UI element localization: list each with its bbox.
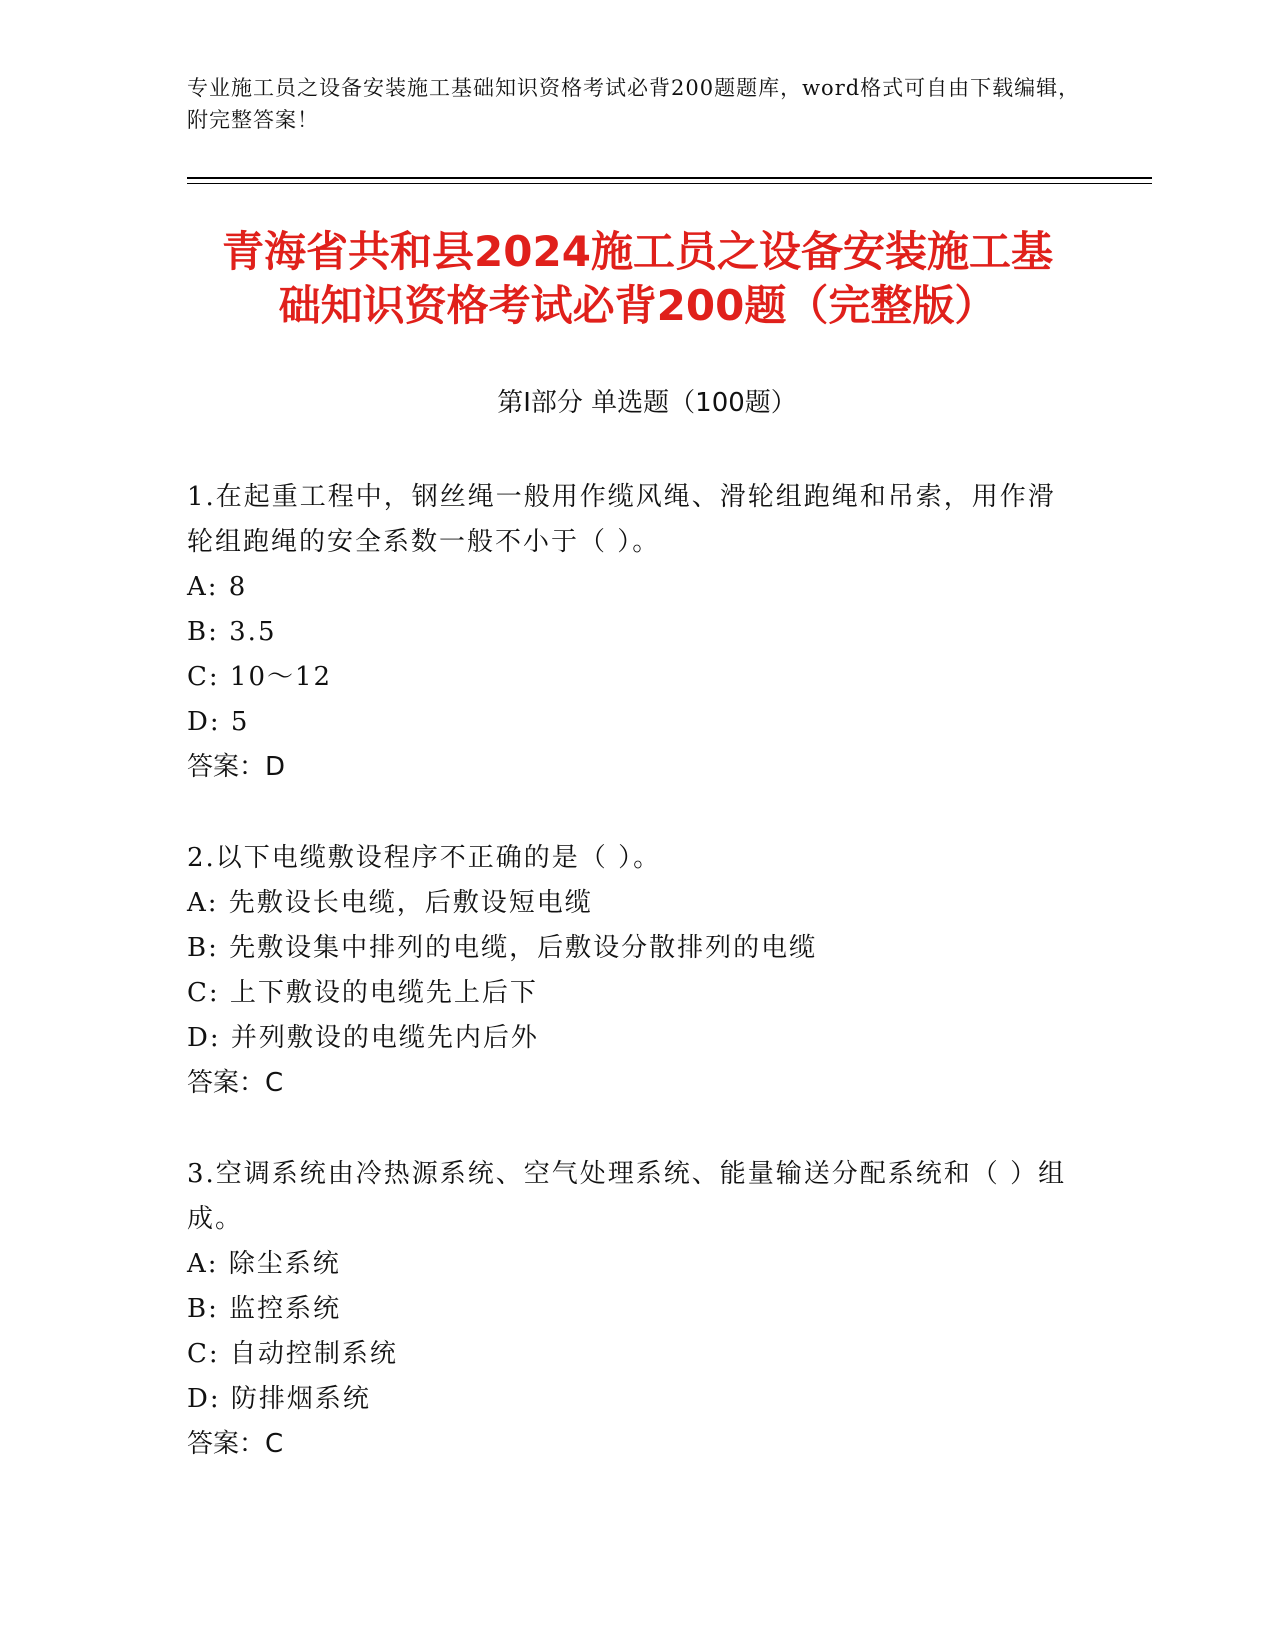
title-line-2: 础知识资格考试必背200题（完整版） bbox=[278, 281, 997, 330]
option-a: A: 除尘系统 bbox=[187, 1249, 341, 1279]
header-rule-thick bbox=[187, 177, 1152, 179]
title-line-1: 青海省共和县2024施工员之设备安装施工基 bbox=[222, 227, 1053, 276]
answer: 答案：D bbox=[187, 752, 286, 782]
answer: 答案：C bbox=[187, 1429, 284, 1459]
option-d: D: 并列敷设的电缆先内后外 bbox=[187, 1023, 539, 1053]
question-2 bbox=[187, 836, 1067, 1106]
option-b: B: 先敷设集中排列的电缆，后敷设分散排列的电缆 bbox=[187, 933, 818, 963]
document-title bbox=[140, 225, 1135, 333]
question-text: 3.空调系统由冷热源系统、空气处理系统、能量输送分配系统和（ ）组成。 bbox=[187, 1159, 1067, 1234]
question-1 bbox=[187, 475, 1067, 790]
header-note: 专业施工员之设备安装施工基础知识资格考试必背200题题库，word格式可自由下载编辑，附完整答案！ bbox=[187, 76, 1081, 132]
option-d: D: 5 bbox=[187, 707, 250, 737]
question-text: 2.以下电缆敷设程序不正确的是（ ）。 bbox=[187, 843, 662, 873]
option-a: A: 先敷设长电缆，后敷设短电缆 bbox=[187, 888, 593, 918]
header-rule-thin bbox=[187, 183, 1152, 184]
section-title: 第I部分 单选题（100题） bbox=[497, 388, 797, 418]
option-d: D: 防排烟系统 bbox=[187, 1384, 371, 1414]
option-a: A: 8 bbox=[187, 572, 248, 602]
question-3 bbox=[187, 1152, 1067, 1467]
option-c: C: 上下敷设的电缆先上后下 bbox=[187, 978, 538, 1008]
question-list bbox=[187, 475, 1067, 1513]
answer: 答案：C bbox=[187, 1068, 284, 1098]
option-c: C: 10～12 bbox=[187, 662, 333, 692]
option-c: C: 自动控制系统 bbox=[187, 1339, 398, 1369]
option-b: B: 监控系统 bbox=[187, 1294, 342, 1324]
option-b: B: 3.5 bbox=[187, 617, 277, 647]
question-text: 1.在起重工程中，钢丝绳一般用作缆风绳、滑轮组跑绳和吊索，用作滑轮组跑绳的安全系数一般不小于（ ）。 bbox=[187, 482, 1056, 557]
